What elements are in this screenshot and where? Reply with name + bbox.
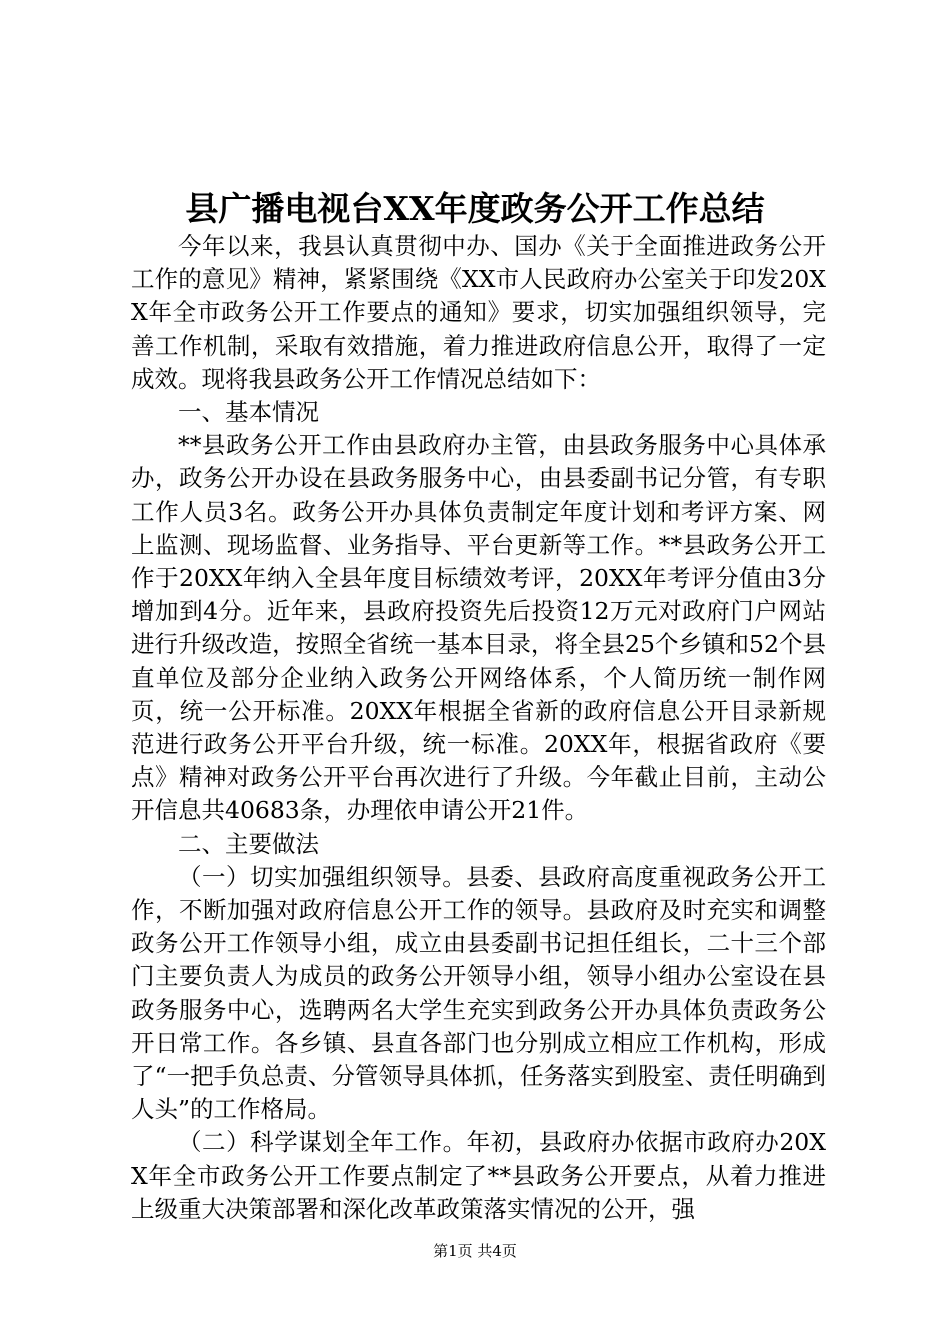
paragraph-practice-1: （一）切实加强组织领导。县委、县政府高度重视政务公开工作，不断加强对政府信息公开工作的领导。县政府及时充实和调整政务公开工作领导小组，成立由县委副书记担任组长，二十三个部门主要负责人为成员的政务公开领导小组，领导小组办公室设在县政务服务中心，选聘两名大学生充实到政务公开办具体负责政务公开日常工作。各乡镇、县直各部门也分别成立相应工作机构，形成了“一把手负总责、分管领导具体抓，任务落实到股室、责任明确到人头”的工作格局。 [131,862,826,1124]
document-body [131,230,826,1226]
paragraph-practice-2: （二）科学谋划全年工作。年初，县政府办依据市政府办20XX年全市政务公开工作要点制定了**县政务公开要点，从着力推进上级重大决策部署和深化改革政策落实情况的公开，强 [131,1128,826,1223]
page-number: 第1页 共4页 [433,1242,517,1260]
document-title: 县广播电视台XX年度政务公开工作总结 [185,189,765,228]
section-heading-practices: 二、主要做法 [178,829,319,858]
section-heading-basic: 一、基本情况 [178,398,319,427]
paragraph-intro: 今年以来，我县认真贯彻中办、国办《关于全面推进政务公开工作的意见》精神，紧紧围绕《XX市人民政府办公室关于印发20XX年全市政务公开工作要点的通知》要求，切实加强组织领导，完善工作机制，采取有效措施，着力推进政府信息公开，取得了一定成效。现将我县政务公开工作情况总结如下： [131,232,826,393]
paragraph-basic-situation: **县政务公开工作由县政府办主管，由县政务服务中心具体承办，政务公开办设在县政务服务中心，由县委副书记分管，有专职工作人员3名。政务公开办具体负责制定年度计划和考评方案、网上监测、现场监督、业务指导、平台更新等工作。**县政务公开工作于20XX年纳入全县年度目标绩效考评，20XX年考评分值由3分增加到4分。近年来，县政府投资先后投资12万元对政府门户网站进行升级改造，按照全省统一基本目录，将全县25个乡镇和52个县直单位及部分企业纳入政务公开网络体系，个人简历统一制作网页，统一公开标准。20XX年根据全省新的政府信息公开目录新规范进行政务公开平台升级，统一标准。20XX年，根据省政府《要点》精神对政务公开平台再次进行了升级。今年截止目前，主动公开信息共40683条，办理依申请公开21件。 [131,431,826,825]
